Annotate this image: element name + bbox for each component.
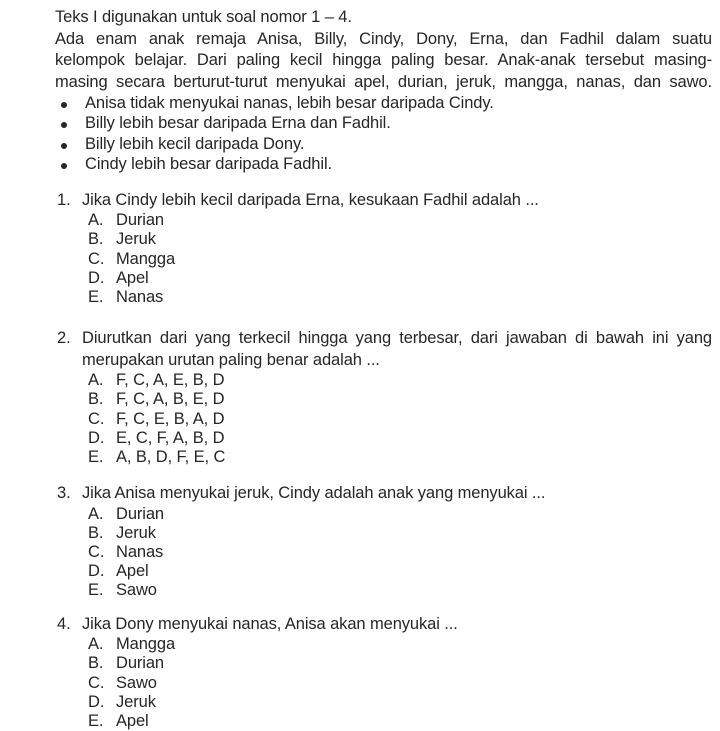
option-item — [88, 505, 712, 524]
fact-text: Billy lebih besar daripada Erna dan Fadhil. — [85, 114, 391, 133]
option-letter: C. — [88, 673, 105, 692]
question-number: 3. — [57, 484, 71, 503]
option-letter: B. — [88, 390, 104, 409]
option-letter: E. — [88, 287, 104, 306]
option-text: Mangga — [116, 249, 176, 268]
option-item — [88, 674, 712, 693]
paragraph-line: Ada enam anak remaja Anisa, Billy, Cindy, Dony, Erna, dan Fadhil dalam suatu — [55, 29, 712, 48]
option-letter: C. — [88, 409, 105, 428]
option-text: Sawo — [116, 673, 157, 692]
question-item-4 — [55, 614, 712, 731]
option-text: Apel — [116, 268, 149, 287]
options-list — [88, 211, 712, 307]
fact-item — [55, 93, 712, 113]
option-item — [88, 371, 712, 390]
fact-item — [55, 154, 712, 174]
option-text: Apel — [116, 562, 149, 581]
option-text: Nanas — [116, 287, 164, 306]
option-letter: D. — [88, 268, 105, 287]
option-text: Sawo — [116, 581, 157, 600]
option-item — [88, 543, 712, 562]
option-item — [88, 288, 712, 307]
option-text: Durian — [116, 211, 165, 230]
option-letter: A. — [88, 635, 104, 654]
option-letter: A. — [88, 371, 104, 390]
option-text: Nanas — [116, 543, 164, 562]
question-item-3 — [55, 483, 712, 601]
option-item — [88, 693, 712, 712]
paragraph-line: masing secara berturut-turut menyukai apel, durian, jeruk, mangga, nanas, dan sawo. — [55, 72, 712, 91]
option-item — [88, 712, 712, 731]
fact-item — [55, 113, 712, 133]
option-text: A, B, D, F, E, C — [116, 447, 226, 466]
option-text: F, C, A, B, E, D — [116, 390, 225, 409]
question-text-line: Diurutkan dari yang terkecil hingga yang terbesar, dari jawaban di bawah ini yang — [82, 329, 712, 348]
option-letter: B. — [88, 654, 104, 673]
option-item — [88, 448, 712, 467]
option-item — [88, 410, 712, 429]
question-text-line: merupakan urutan paling benar adalah ... — [82, 350, 380, 369]
intro-line: Teks I digunakan untuk soal nomor 1 – 4. — [55, 8, 352, 26]
option-text: Apel — [116, 711, 149, 730]
question-number: 4. — [57, 614, 71, 633]
option-letter: B. — [88, 230, 104, 249]
option-item — [88, 230, 712, 249]
option-item — [88, 211, 712, 230]
option-item — [88, 250, 712, 269]
option-item — [88, 635, 712, 654]
fact-text: Anisa tidak menyukai nanas, lebih besar daripada Cindy. — [85, 94, 494, 112]
bullet-icon — [61, 143, 67, 149]
question-item-2 — [55, 328, 712, 467]
option-text: F, C, A, E, B, D — [116, 371, 225, 390]
option-text: Jeruk — [116, 523, 156, 542]
question-text-line: Jika Anisa menyukai jeruk, Cindy adalah anak yang menyukai ... — [82, 484, 546, 503]
option-item — [88, 562, 712, 581]
bullet-icon — [61, 163, 67, 169]
question-text-line: Jika Cindy lebih kecil daripada Erna, kesukaan Fadhil adalah ... — [82, 190, 539, 209]
bullet-icon — [61, 122, 67, 128]
option-item — [88, 654, 712, 673]
bullet-icon — [61, 102, 67, 108]
option-letter: E. — [88, 581, 104, 600]
option-text: F, C, E, B, A, D — [116, 409, 225, 428]
fact-text: Cindy lebih besar daripada Fadhil. — [85, 155, 333, 174]
intro-paragraph — [55, 29, 712, 94]
option-letter: D. — [88, 692, 105, 711]
option-text: Durian — [116, 654, 165, 673]
option-letter: E. — [88, 711, 104, 730]
facts-list — [55, 93, 712, 175]
option-letter: D. — [88, 562, 105, 581]
options-list — [88, 635, 712, 731]
option-letter: C. — [88, 249, 105, 268]
option-text: Mangga — [116, 635, 176, 654]
option-letter: E. — [88, 447, 104, 466]
option-item — [88, 429, 712, 448]
fact-item — [55, 134, 712, 154]
option-text: Jeruk — [116, 230, 156, 249]
question-number: 2. — [57, 329, 71, 348]
option-letter: A. — [88, 211, 104, 230]
question-item-1 — [55, 190, 712, 308]
option-item — [88, 269, 712, 288]
option-text: Jeruk — [116, 692, 156, 711]
options-list — [88, 371, 712, 467]
option-letter: A. — [88, 504, 104, 523]
option-text: Durian — [116, 504, 165, 523]
option-letter: B. — [88, 523, 104, 542]
option-item — [88, 581, 712, 600]
fact-text: Billy lebih kecil daripada Dony. — [85, 134, 305, 153]
option-letter: D. — [88, 428, 105, 447]
option-item — [88, 390, 712, 409]
options-list — [88, 505, 712, 601]
option-letter: C. — [88, 543, 105, 562]
paragraph-line: kelompok belajar. Dari paling kecil hingga paling besar. Anak-anak tersebut masing- — [55, 51, 712, 69]
option-item — [88, 524, 712, 543]
question-text-line: Jika Dony menyukai nanas, Anisa akan menyukai ... — [82, 614, 458, 633]
option-text: E, C, F, A, B, D — [116, 428, 225, 447]
question-number: 1. — [57, 190, 71, 209]
